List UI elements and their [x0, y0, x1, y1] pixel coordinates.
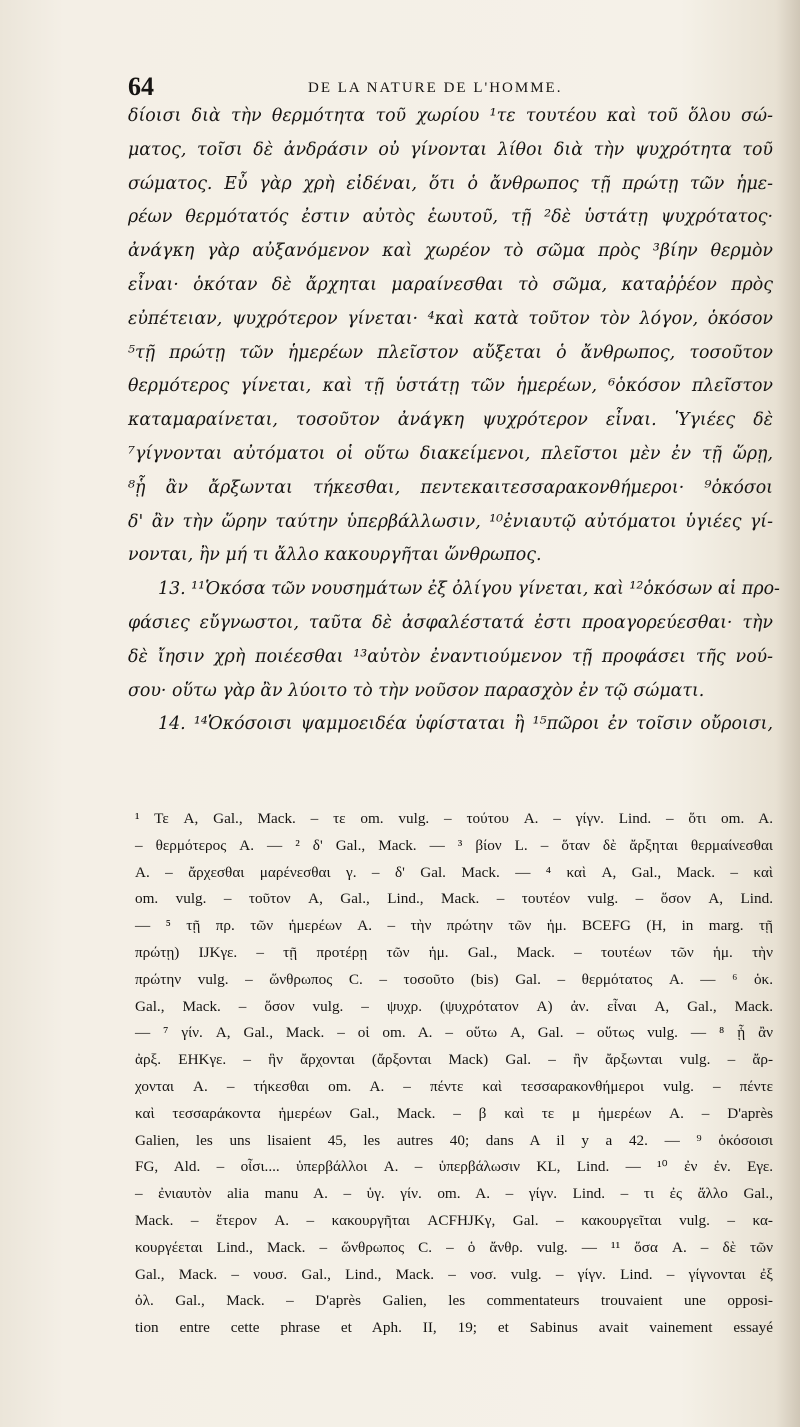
- text-line: νονται, ἢν μή τι ἄλλο κακουργῆται ὥνθρωπος.: [128, 545, 542, 566]
- footnote-line: χονται A. – τήκεσθαι om. A. – πέντε καὶ τεσσαρακονθήμεροι vulg. – πέντε: [135, 1077, 773, 1095]
- footnote-line: ὀλ. Gal., Mack. – D'après Galien, les commentateurs trouvaient une opposi-: [135, 1292, 773, 1310]
- text-line: ⁵τῇ πρώτῃ τῶν ἡμερέων πλεῖστον αὔξεται ὁ ἄνθρωπος, τοσοῦτον: [128, 342, 773, 363]
- footnote-line: Gal., Mack. – νουσ. Gal., Lind., Mack. – νοσ. vulg. – γίγν. Lind. – γίγνονται ἐξ: [135, 1265, 773, 1283]
- page-number: 64: [128, 72, 154, 101]
- text-line: δὲ ἴησιν χρὴ ποιέεσθαι ¹³αὐτὸν ἐναντιούμενον τῇ προφάσει τῆς νού-: [128, 646, 773, 667]
- text-line: σώματος. Εὖ γὰρ χρὴ εἰδέναι, ὅτι ὁ ἄνθρωπος τῇ πρώτῃ τῶν ἡμε-: [128, 173, 773, 194]
- text-line: ρέων θερμότατός ἐστιν αὐτὸς ἑωυτοῦ, τῇ ²δὲ ὑστάτῃ ψυχρότατος·: [128, 207, 773, 228]
- main-text: [128, 100, 780, 742]
- text-line: καταμαραίνεται, τοσοῦτον ἀνάγκη ψυχρότερον εἶναι. Ὑγιέες δὲ: [128, 410, 773, 431]
- footnote-line: FG, Ald. – οἶσι.... ὑπερβάλλοι A. – ὑπερβάλωσιν KL, Lind. — ¹⁰ ἐν ἐν. Εγε.: [135, 1158, 773, 1176]
- footnote-line: ¹ Τε A, Gal., Mack. – τε om. vulg. – τούτου A. – γίγν. Lind. – ὅτι om. A.: [135, 810, 773, 827]
- footnote-line: Galien, les uns lisaient 45, les autres 40; dans A il y a 42. — ⁹ ὁκόσοισι: [135, 1131, 773, 1149]
- text-line: ⁷γίγνονται αὐτόματοι οἱ οὕτω διακείμενοι, πλεῖστοι μὲν ἐν τῇ ὥρῃ,: [128, 443, 773, 464]
- text-line: εἶναι· ὁκόταν δὲ ἄρχηται μαραίνεσθαι τὸ σῶμα, καταῤῥέον πρὸς: [128, 274, 773, 295]
- footnote-line: Mack. – ἕτερον A. – κακουργῆται ACFHJKγ, Gal. – κακουργεῖται vulg. – κα-: [135, 1211, 773, 1229]
- footnote-line: κουργέεται Lind., Mack. – ὥνθρωπος C. – ὁ ἄνθρ. vulg. — ¹¹ ὅσα A. – δὲ τῶν: [135, 1238, 773, 1256]
- footnote-line: tion entre cette phrase et Aph. II, 19; et Sabinus avait vainement essayé: [135, 1319, 773, 1337]
- footnote-line: A. – ἄρχεσθαι μαρένεσθαι γ. – δ' Gal. Mack. — ⁴ καὶ A, Gal., Mack. – καὶ: [135, 863, 773, 881]
- footnotes: [135, 806, 773, 1342]
- text-line: ἀνάγκη γὰρ αὐξανόμενον καὶ χωρέον τὸ σῶμα πρὸς ³βίην θερμὸν: [128, 241, 773, 262]
- text-line: σου· οὕτω γὰρ ἂν λύοιτο τὸ τὴν νοῦσον παρασχὸν ἐν τῷ σώματι.: [128, 680, 705, 701]
- footnote-line: — ⁵ τῇ πρ. τῶν ἡμερέων A. – τὴν πρώτην τῶν ἡμ. BCEFG (H, in marg. τῇ: [135, 917, 773, 935]
- footnote-line: Gal., Mack. – ὅσον vulg. – ψυχρ. (ψυχρότατον A) ἀν. εἶναι A, Gal., Mack.: [135, 997, 773, 1015]
- footnote-line: om. vulg. – τοῦτον A, Gal., Lind., Mack. – τουτέον vulg. – ὅσον A, Lind.: [135, 890, 773, 908]
- footnote-line: πρώτῃ) IJKγε. – τῇ προτέρῃ τῶν ἡμ. Gal., Mack. – τουτέων τῶν ἡμ. τὴν: [135, 943, 773, 961]
- footnote-line: – θερμότερος A. — ² δ' Gal., Mack. — ³ βίον L. – ὅταν δὲ ἄρξηται θερμαίνεσθαι: [135, 836, 773, 854]
- text-line: ⁸ᾗ ἂν ἄρξωνται τήκεσθαι, πεντεκαιτεσσαρακονθήμεροι· ⁹ὁκόσοι: [128, 477, 773, 498]
- text-line: θερμότερος γίνεται, καὶ τῇ ὑστάτῃ τῶν ἡμερέων, ⁶ὁκόσον πλεῖστον: [128, 376, 773, 397]
- footnote-line: καὶ τεσσαράκοντα ἡμερέων Gal., Mack. – β καὶ τε μ ἡμερέων A. – D'après: [135, 1104, 773, 1122]
- section-14-start: 14. ¹⁴Ὁκόσοισι ψαμμοειδέα ὑφίσταται ἢ ¹⁵πῶροι ἐν τοῖσιν οὔροισι,: [158, 714, 773, 735]
- text-line: δ' ἂν τὴν ὥρην ταύτην ὑπερβάλλωσιν, ¹⁰ἐνιαυτῷ αὐτόματοι ὑγιέες γί-: [128, 511, 773, 532]
- text-line: ματος, τοῖσι δὲ ἀνδράσιν οὐ γίνονται λίθοι διὰ τὴν ψυχρότητα τοῦ: [128, 139, 773, 160]
- footnote-line: πρώτην vulg. – ὥνθρωπος C. – τοσοῦτο (bis) Gal. – θερμότατος A. — ⁶ ὁκ.: [135, 970, 773, 988]
- text-line: εὐπέτειαν, ψυχρότερον γίνεται· ⁴καὶ κατὰ τοῦτον τὸν λόγον, ὁκόσον: [128, 308, 773, 329]
- section-13-start: 13. ¹¹Ὁκόσα τῶν νουσημάτων ἐξ ὀλίγου γίνεται, καὶ ¹²ὁκόσων αἱ προ-: [158, 579, 780, 600]
- text-line: δίοισι διὰ τὴν θερμότητα τοῦ χωρίου ¹τε τουτέου καὶ τοῦ ὅλου σώ-: [128, 106, 773, 126]
- running-title: DE LA NATURE DE L'HOMME.: [308, 80, 563, 96]
- footnote-line: ἀρξ. EHKγε. – ἣν ἄρχονται (ἄρξονται Mack) Gal. – ἢν ἄρξωνται vulg. – ἄρ-: [135, 1051, 773, 1069]
- footnote-line: — ⁷ γίν. A, Gal., Mack. – οἱ om. A. – οὕτω A, Gal. – οὕτως vulg. — ⁸ ᾗ ἂν: [135, 1024, 773, 1042]
- text-line: φάσιες εὔγνωστοι, ταῦτα δὲ ἀσφαλέστατά ἐστι προαγορεύεσθαι· τὴν: [128, 612, 773, 633]
- footnote-line: – ἐνιαυτὸν alia manu A. – ὑγ. γίν. om. A. – γίγν. Lind. – τι ἐς ἄλλο Gal.,: [135, 1185, 773, 1203]
